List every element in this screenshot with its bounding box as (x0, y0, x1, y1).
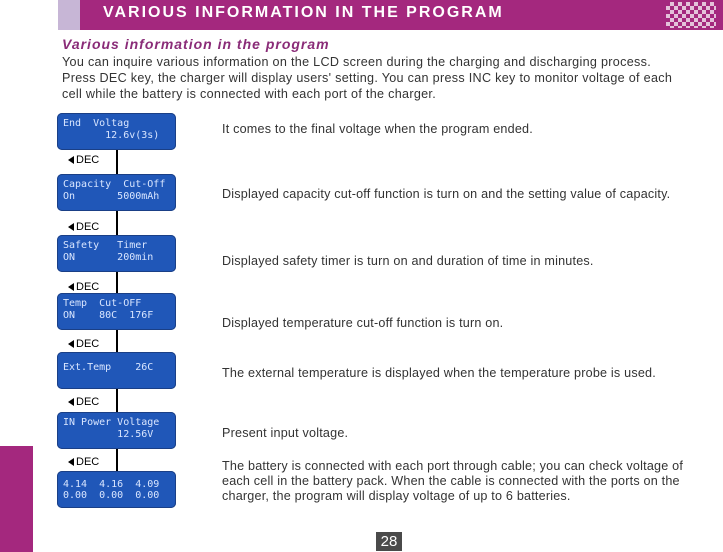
lcd-line-1: 4.14 4.16 4.09 (63, 479, 160, 490)
dec-key-label: DEC (68, 396, 99, 408)
lcd-line-2: ON 200min (63, 252, 154, 263)
lcd-line-2: ON 80C 176F (63, 310, 154, 321)
lcd-screen-ext-temp (57, 352, 176, 389)
connector-line (116, 150, 118, 174)
intro-paragraph: You can inquire various information on the LCD screen during the charging and discharging process. Press DEC key, the charger will display users' setting. You can press INC key to monitor voltage of each cell while the battery is connected with each port of the charger. (62, 55, 673, 101)
lcd-line-1: Capacity Cut-Off (63, 179, 166, 190)
lcd-line-1: Safety Timer (63, 240, 148, 251)
lcd-line-2: 0.00 0.00 0.00 (63, 490, 160, 501)
dec-key-label: DEC (68, 154, 99, 166)
lcd-line-2: 12.6v(3s) (63, 130, 160, 141)
page-number: 28 (376, 532, 402, 551)
lcd-line-1: End Voltag (63, 118, 130, 129)
section-title: Various information in the program (62, 36, 330, 52)
lcd-line-2: On 5000mAh (63, 191, 160, 202)
description-final-voltage: It comes to the final voltage when the program ended. (222, 122, 533, 136)
lcd-screen-capacity-cutoff (57, 174, 176, 211)
dec-key-label: DEC (68, 221, 99, 233)
connector-line (116, 449, 118, 471)
lcd-line-1: Ext.Temp 26C (63, 362, 154, 373)
connector-line (116, 389, 118, 412)
checker-pattern-decoration (666, 2, 716, 28)
lcd-line-2: 12.56V (63, 429, 154, 440)
dec-key-label: DEC (68, 281, 99, 293)
left-arrow-icon (68, 398, 74, 406)
description-temp-cutoff: Displayed temperature cut-off function is turn on. (222, 316, 504, 330)
connector-line (116, 330, 118, 352)
lcd-screen-input-voltage (57, 412, 176, 449)
lcd-line-1: IN Power Voltage (63, 417, 160, 428)
dec-key-label: DEC (68, 456, 99, 468)
left-arrow-icon (68, 458, 74, 466)
left-arrow-icon (68, 223, 74, 231)
dec-key-label: DEC (68, 338, 99, 350)
lcd-screen-final-voltage (57, 113, 176, 150)
left-arrow-icon (68, 156, 74, 164)
left-arrow-icon (68, 340, 74, 348)
page-title: VARIOUS INFORMATION IN THE PROGRAM (103, 4, 504, 21)
left-arrow-icon (68, 283, 74, 291)
lcd-screen-safety-timer (57, 235, 176, 272)
description-ext-temp: The external temperature is displayed when the temperature probe is used. (222, 366, 656, 380)
lcd-screen-temp-cutoff (57, 293, 176, 330)
description-input-voltage: Present input voltage. (222, 426, 349, 440)
description-cell-voltage: The battery is connected with each port through cable; you can check voltage of each cell in the battery pack. When the cable is connected with the ports on the charger, the program will display voltage of up to 6 batteries. (222, 459, 684, 503)
lcd-line-1: Temp Cut-OFF (63, 298, 142, 309)
description-capacity-cutoff: Displayed capacity cut-off function is turn on and the setting value of capacity. (222, 187, 671, 201)
connector-line (116, 211, 118, 235)
lcd-screen-cell-voltage (57, 471, 176, 508)
description-safety-timer: Displayed safety timer is turn on and duration of time in minutes. (222, 254, 594, 268)
side-bar-decoration (0, 446, 33, 552)
header-tab-block (58, 0, 80, 30)
connector-line (116, 272, 118, 293)
